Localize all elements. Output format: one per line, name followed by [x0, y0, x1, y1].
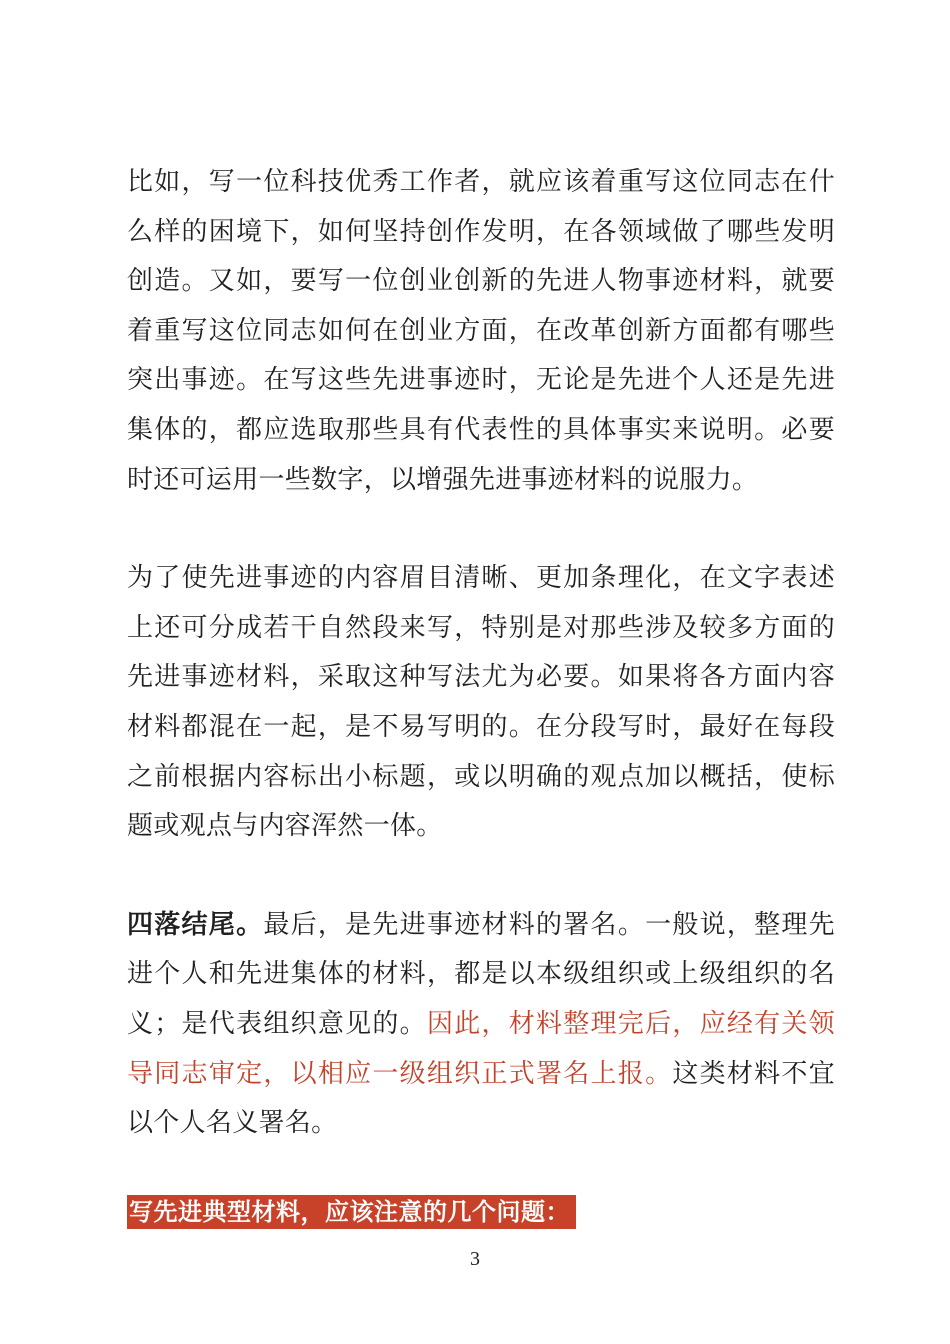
- highlight-heading-row: [127, 1195, 835, 1229]
- highlight-heading: 写先进典型材料，应该注意的几个问题：: [127, 1195, 576, 1229]
- paragraph-3-highlighted-text: 因此，材料整理完后，应经有关领导同志审定，以相应一级组织正式署名上报。: [127, 1008, 835, 1089]
- paragraph-1: 比如，写一位科技优秀工作者，就应该着重写这位同志在什么样的困境下，如何坚持创作发明，在各领域做了哪些发明创造。又如，要写一位创业创新的先进人物事迹材料，就要着重写这位同志如何在创业方面，在改革创新方面都有哪些突出事迹。在写这些先进事迹时，无论是先进个人还是先进集体的，都应选取那些具有代表性的具体事实来说明。必要时还可运用一些数字，以增强先进事迹材料的说服力。: [127, 167, 835, 495]
- paragraph-3-text-after: 这类材料不宜以个人名义署名。: [127, 1058, 835, 1139]
- page-number: 3: [470, 1248, 480, 1270]
- document-body: [127, 158, 835, 1229]
- paragraph-3-text-before: 最后，是先进事迹材料的署名。一般说，整理先进个人和先进集体的材料，都是以本级组织或上级组织的名义；是代表组织意见的。: [127, 909, 835, 1039]
- paragraph-2: 为了使先进事迹的内容眉目清晰、更加条理化，在文字表述上还可分成若干自然段来写，特别是对那些涉及较多方面的先进事迹材料，采取这种写法尤为必要。如果将各方面内容材料都混在一起，是不易写明的。在分段写时，最好在每段之前根据内容标出小标题，或以明确的观点加以概括，使标题或观点与内容浑然一体。: [127, 563, 835, 842]
- paragraph-3: [127, 901, 835, 1149]
- section-lead-title: 四落结尾。: [127, 909, 264, 940]
